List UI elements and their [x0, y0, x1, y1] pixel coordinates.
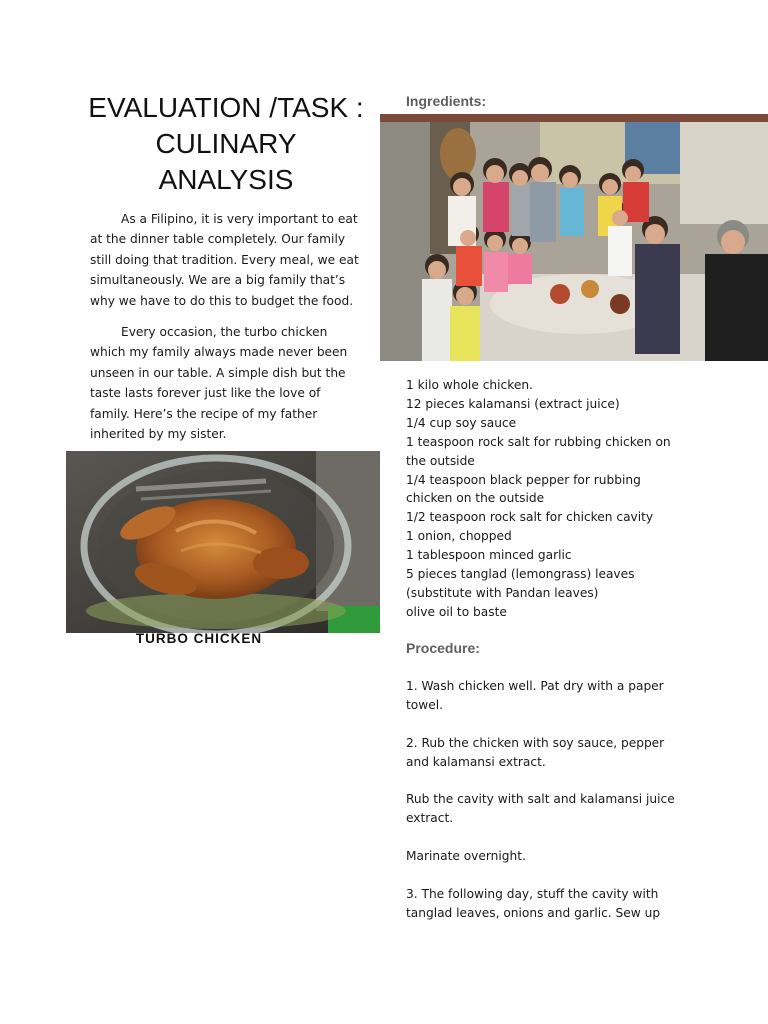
- family-dinner-photo: [380, 114, 768, 361]
- chicken-caption: TURBO CHICKEN: [135, 631, 263, 646]
- ingredient-item: olive oil to baste: [406, 604, 507, 619]
- ingredients-heading: Ingredients:: [406, 93, 487, 109]
- procedure-step: 3. The following day, stuff the cavity with tanglad leaves, onions and garlic. Sew up: [406, 886, 661, 920]
- procedure-heading: Procedure:: [406, 640, 480, 656]
- procedure-step: 2. Rub the chicken with soy sauce, pepper and kalamansi extract.: [406, 735, 665, 769]
- ingredient-item: 5 pieces tanglad (lemongrass) leaves (substitute with Pandan leaves): [406, 567, 635, 600]
- procedure-steps: [406, 677, 682, 942]
- ingredient-item: 12 pieces kalamansi (extract juice): [406, 396, 620, 411]
- turbo-chicken-photo: [66, 451, 380, 633]
- procedure-step: Marinate overnight.: [406, 849, 526, 864]
- ingredient-item: 1/2 teaspoon rock salt for chicken cavity: [406, 510, 654, 525]
- ingredient-item: 1 tablespoon minced garlic: [406, 548, 572, 563]
- intro-paragraph-1: As a Filipino, it is very important to eat at the dinner table completely. Our family still doing that tradition. Every meal, we eat simultaneously. We are a big family that’s why we have to do this to budget the food.: [90, 212, 359, 308]
- ingredient-item: 1/4 cup soy sauce: [406, 415, 517, 430]
- page-title: EVALUATION /TASK : CULINARY ANALYSIS: [88, 92, 364, 195]
- intro-paragraph-2: Every occasion, the turbo chicken which my family always made never been unseen in our table. A simple dish but the taste lasts forever just like the love of family. Here’s the recipe of my father inherited by my sister.: [90, 325, 348, 442]
- procedure-step: 1. Wash chicken well. Pat dry with a paper towel.: [406, 679, 664, 712]
- ingredient-item: 1/4 teaspoon black pepper for rubbing chicken on the outside: [406, 472, 641, 506]
- ingredient-item: 1 onion, chopped: [406, 529, 512, 544]
- ingredients-list: [406, 376, 682, 622]
- ingredient-item: 1 kilo whole chicken.: [406, 378, 533, 392]
- procedure-step: Rub the cavity with salt and kalamansi juice extract.: [406, 792, 675, 826]
- ingredient-item: 1 teaspoon rock salt for rubbing chicken on the outside: [406, 434, 671, 468]
